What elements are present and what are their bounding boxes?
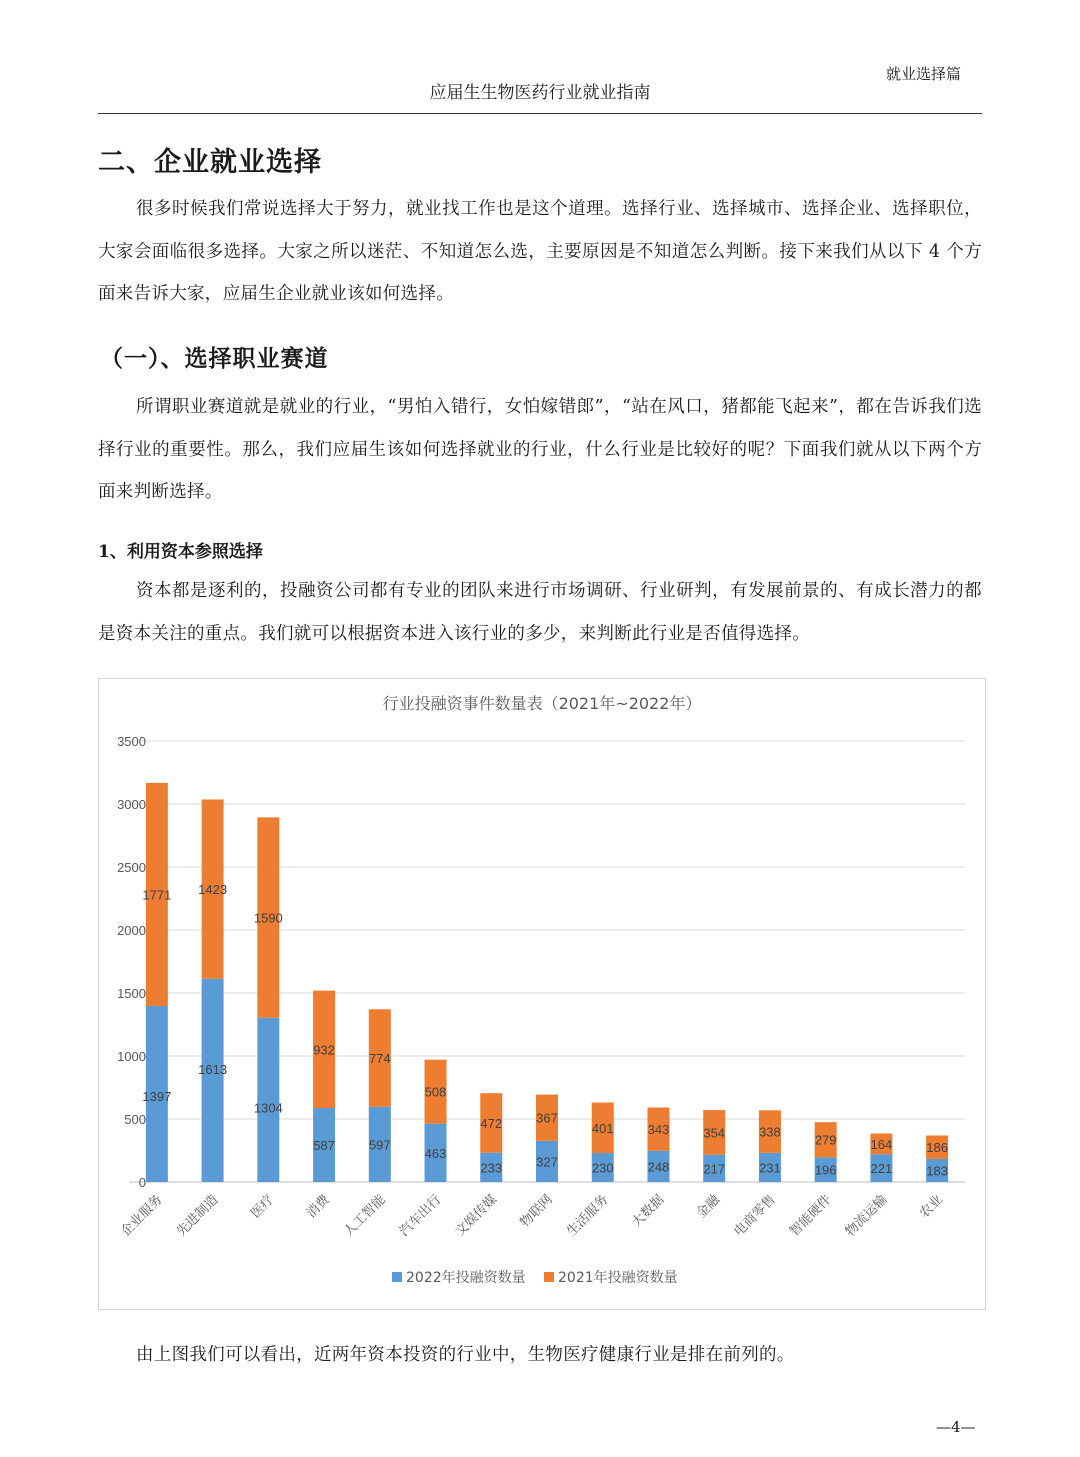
x-tick-label: 汽车出行 [396, 1192, 445, 1240]
data-label: 183 [926, 1163, 948, 1179]
header-rule [98, 113, 982, 114]
data-label: 186 [926, 1140, 948, 1156]
legend-swatch [544, 1272, 554, 1282]
x-tick-label: 物联网 [517, 1192, 556, 1231]
data-label: 354 [703, 1125, 726, 1141]
page-number: —4— [936, 1418, 976, 1436]
x-tick-label: 智能硬件 [787, 1192, 835, 1240]
data-label: 1397 [142, 1088, 172, 1104]
data-label: 774 [368, 1051, 391, 1067]
y-tick-label: 1500 [117, 986, 146, 1001]
data-label: 1304 [253, 1100, 283, 1116]
data-label: 231 [759, 1160, 781, 1176]
data-label: 338 [759, 1124, 781, 1140]
data-label: 196 [814, 1162, 837, 1178]
x-tick-label: 金融 [694, 1192, 724, 1222]
x-tick-label: 医疗 [248, 1192, 278, 1222]
y-tick-label: 0 [138, 1175, 146, 1190]
y-tick-label: 1000 [117, 1049, 146, 1064]
x-tick-label: 文娱传媒 [452, 1192, 501, 1240]
data-label: 401 [591, 1120, 614, 1136]
data-label: 327 [536, 1154, 558, 1170]
chart-x-axis [118, 1191, 946, 1240]
bar-segment [202, 979, 224, 1182]
data-label: 932 [313, 1042, 335, 1058]
data-label: 217 [703, 1161, 726, 1177]
x-tick-label: 人工智能 [341, 1192, 389, 1240]
intro-paragraph: 很多时候我们常说选择大于努力，就业找工作也是这个道理。选择行业、选择城市、选择企业、选择职位，大家会面临很多选择。大家之所以迷茫、不知道怎么选，主要原因是不知道怎么判断。接下来我们从以下 4 个方面来告诉大家，应届生企业就业该如何选择。 [98, 199, 982, 304]
data-label: 472 [480, 1115, 503, 1131]
data-label: 164 [870, 1136, 893, 1152]
y-tick-label: 3000 [117, 797, 146, 812]
data-label: 230 [591, 1160, 614, 1176]
data-label: 508 [424, 1084, 447, 1100]
chart-y-axis [117, 734, 146, 1190]
x-tick-label: 消费 [303, 1192, 333, 1222]
x-tick-label: 先进制造 [174, 1192, 222, 1240]
data-label: 343 [647, 1122, 670, 1138]
y-tick-label: 2500 [117, 860, 146, 875]
y-tick-label: 500 [124, 1112, 146, 1127]
chart-title: 行业投融资事件数量表（2021年~2022年） [382, 694, 702, 713]
x-tick-label: 生活服务 [564, 1192, 612, 1240]
x-tick-label: 大数据 [629, 1192, 668, 1231]
data-label: 463 [424, 1145, 447, 1161]
conclusion-paragraph: 由上图我们可以看出，近两年资本投资的行业中，生物医疗健康行业是排在前列的。 [136, 1345, 795, 1365]
chart-legend [392, 1269, 678, 1286]
data-label: 367 [536, 1110, 558, 1126]
data-label: 279 [814, 1132, 837, 1148]
legend-label: 2022年投融资数量 [406, 1270, 526, 1286]
header-section-tag: 就业选择篇 [886, 65, 962, 83]
x-tick-label: 农业 [916, 1192, 946, 1222]
y-tick-label: 3500 [117, 734, 146, 749]
section-title: 二、企业就业选择 [98, 147, 322, 178]
data-label: 587 [313, 1138, 335, 1154]
subsection-paragraph: 所谓职业赛道就是就业的行业，“男怕入错行，女怕嫁错郎”，“站在风口，猪都能飞起来”，都在告诉我们选择行业的重要性。那么，我们应届生该如何选择就业的行业，什么行业是比较好的呢？下面我们就从以下两个方面来判断选择。 [98, 397, 982, 502]
data-label: 1590 [253, 910, 283, 926]
data-label: 597 [368, 1137, 391, 1153]
chart-canvas [99, 679, 985, 1309]
data-label: 1771 [142, 887, 172, 903]
capital-paragraph: 资本都是逐利的，投融资公司都有专业的团队来进行市场调研、行业研判，有发展前景的、有成长潜力的都是资本关注的重点。我们就可以根据资本进入该行业的多少，来判断此行业是否值得选择。 [98, 581, 982, 644]
header-doc-title: 应届生生物医药行业就业指南 [429, 83, 651, 103]
data-label: 248 [647, 1159, 670, 1175]
data-label: 233 [480, 1160, 503, 1176]
financing-chart [98, 678, 986, 1310]
data-label: 1613 [198, 1061, 228, 1077]
subsection-title: （一）、选择职业赛道 [100, 345, 329, 372]
data-label: 221 [870, 1161, 893, 1177]
legend-label: 2021年投融资数量 [558, 1270, 678, 1286]
x-tick-label: 物流运输 [842, 1192, 891, 1240]
x-tick-label: 企业服务 [118, 1192, 166, 1240]
y-tick-label: 2000 [117, 923, 146, 938]
x-tick-label: 电商零售 [731, 1192, 779, 1240]
legend-swatch [392, 1272, 402, 1282]
minor-title: 1、利用资本参照选择 [98, 542, 263, 562]
data-label: 1423 [198, 882, 228, 898]
